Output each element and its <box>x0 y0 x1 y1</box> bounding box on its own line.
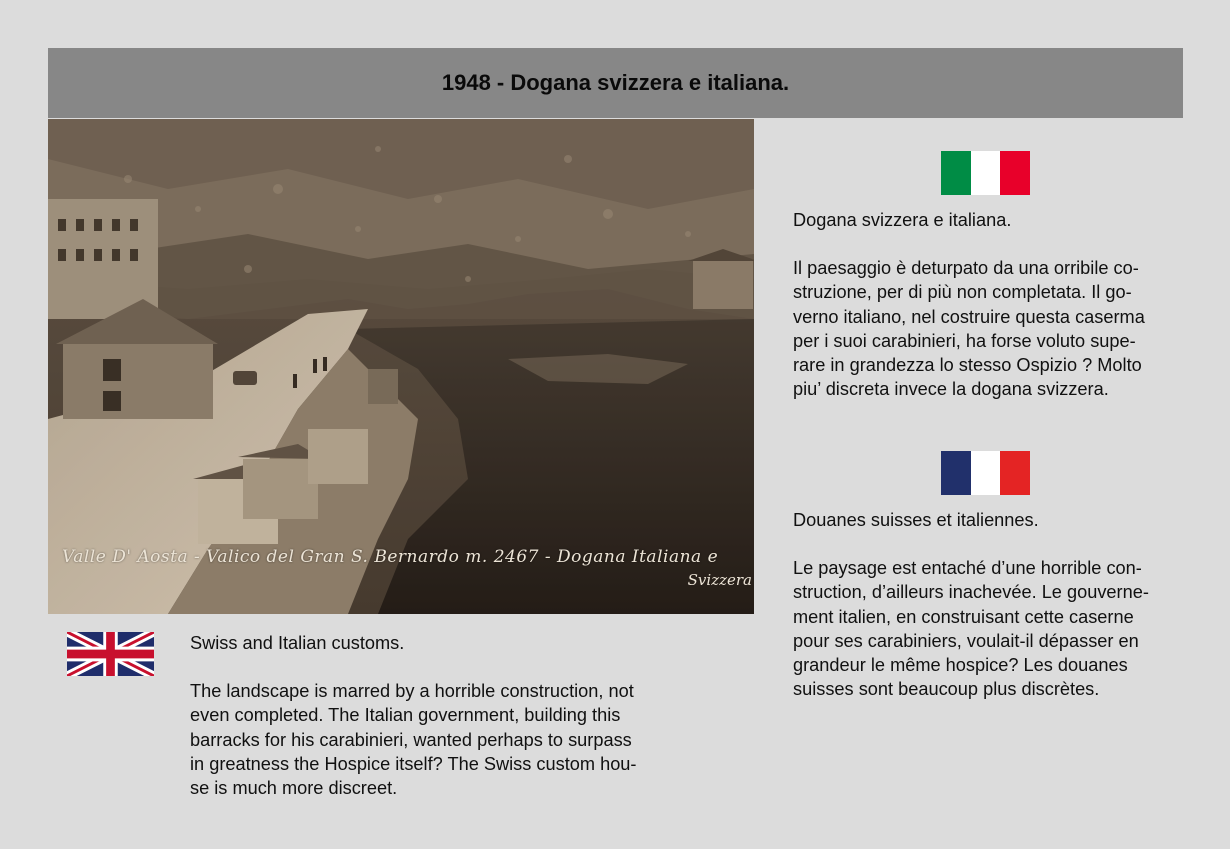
italian-text <box>793 208 1183 401</box>
english-title: Swiss and Italian customs. <box>190 633 405 653</box>
page-header <box>48 48 1183 118</box>
italian-line: verno italiano, nel costruire questa caserma <box>793 306 1145 327</box>
italian-line: rare in grandezza lo stesso Ospizio ? Molto <box>793 355 1142 376</box>
english-line: se is much more discreet. <box>190 778 398 799</box>
english-text <box>190 631 690 800</box>
english-line: The landscape is marred by a horrible construction, not <box>190 681 634 702</box>
english-line: in greatness the Hospice itself? The Swiss custom hou- <box>190 753 637 774</box>
english-line: even completed. The Italian government, building this <box>190 705 621 726</box>
french-text <box>793 508 1183 701</box>
french-line: ment italien, en construisant cette caserne <box>793 606 1134 627</box>
french-line: Le paysage est entaché d’une horrible con- <box>793 558 1142 579</box>
photo-illustration <box>48 119 754 614</box>
french-line: struction, d’ailleurs inachevée. Le gouverne- <box>793 582 1149 603</box>
italian-line: struzione, per di più non completata. Il go- <box>793 282 1132 303</box>
uk-flag-icon <box>67 632 154 676</box>
italian-line: Il paesaggio è deturpato da una orribile co- <box>793 258 1139 279</box>
italian-line: per i suoi carabinieri, ha forse voluto supe- <box>793 330 1136 351</box>
italian-line: piu’ discreta invece la dogana svizzera. <box>793 379 1109 400</box>
english-line: barracks for his carabinieri, wanted perhaps to surpass <box>190 729 632 750</box>
french-line: grandeur le même hospice? Les douanes <box>793 655 1128 676</box>
french-line: pour ses carabiniers, voulait-il dépasser en <box>793 630 1139 651</box>
photo-caption: Valle D' Aosta - Valico del Gran S. Bernardo m. 2467 - Dogana Italiana e <box>62 547 719 567</box>
page-title: 1948 - Dogana svizzera e italiana. <box>441 70 790 95</box>
photo-caption-line2: Svizzera <box>687 571 752 589</box>
historic-photo <box>48 119 754 614</box>
france-flag-icon <box>941 451 1030 495</box>
italian-title: Dogana svizzera e italiana. <box>793 210 1012 230</box>
italy-flag-icon <box>941 151 1030 195</box>
french-title: Douanes suisses et italiennes. <box>793 510 1039 530</box>
french-line: suisses sont beaucoup plus discrètes. <box>793 679 1100 700</box>
